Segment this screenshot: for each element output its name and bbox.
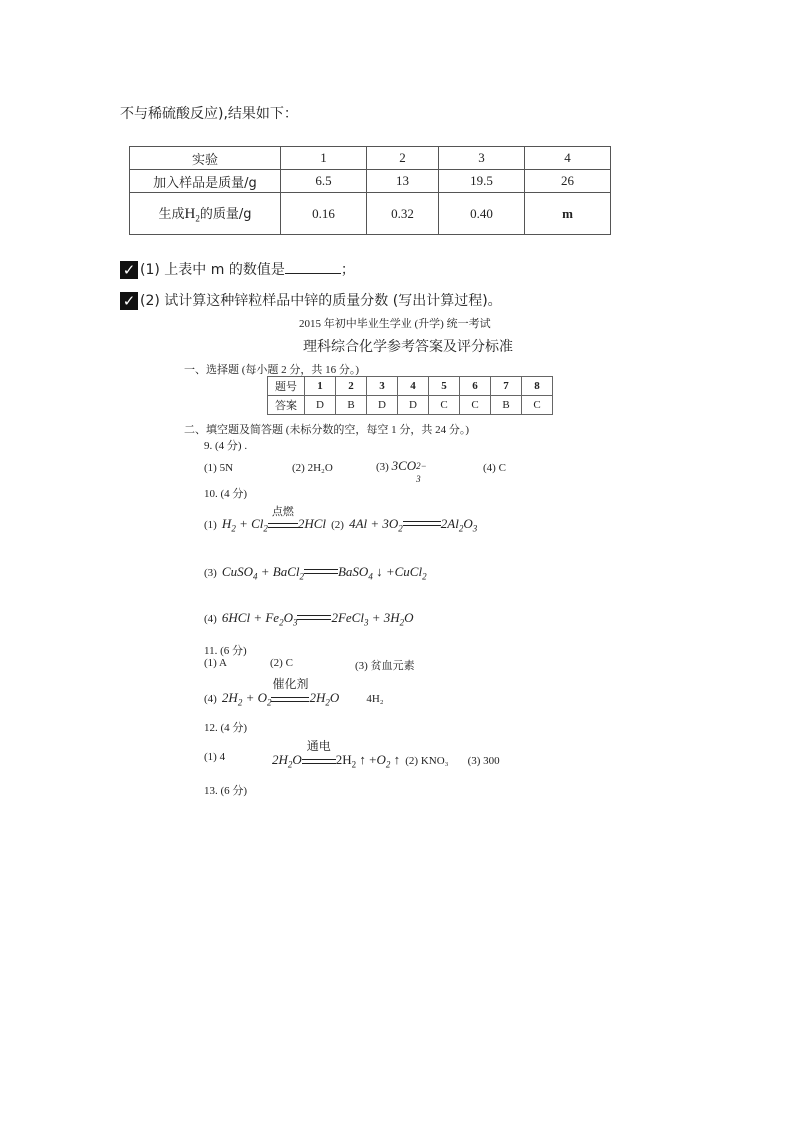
q11-4-extra: 4H₂ — [366, 693, 384, 705]
table-cell: 6.5 — [281, 170, 367, 193]
table-header-cell: 1 — [281, 147, 367, 170]
q12-answer-2: (2) KNO₃ — [405, 755, 449, 767]
table-cell: C — [522, 396, 553, 415]
checkmark-icon: ✓ — [120, 261, 138, 279]
q10-1-prefix: (1) — [204, 519, 217, 531]
q10-eq-1: (1) $H_2 + Cl_2$ 点燃 2HCl (2) $4Al + 3O_2$ $2Al_2O_3$ — [204, 513, 477, 534]
row-label: 答案 — [268, 396, 305, 415]
table-cell: 6 — [460, 377, 491, 396]
q9-a3-prefix: (3) — [376, 461, 389, 473]
table-cell: C — [460, 396, 491, 415]
table-header-cell: 2 — [367, 147, 439, 170]
table-cell: D — [367, 396, 398, 415]
table-cell: B — [336, 396, 367, 415]
reaction-condition: 点燃 — [271, 506, 294, 518]
carbonate-charge: 2− — [416, 461, 427, 471]
table-row — [268, 377, 553, 396]
reaction-condition: 催化剂 — [272, 677, 309, 691]
q12-label: 12. (4 分) — [204, 722, 248, 734]
q9-answer-1: (1) 5N — [204, 462, 234, 474]
table-cell: 1 — [305, 377, 336, 396]
table-cell: 5 — [429, 377, 460, 396]
table-cell: 0.32 — [367, 193, 439, 235]
table-cell: 8 — [522, 377, 553, 396]
table-cell: 3 — [367, 377, 398, 396]
table-header-cell: 4 — [525, 147, 611, 170]
choice-answer-table — [267, 376, 553, 415]
h2-label-pre: 生成 — [158, 207, 185, 223]
q10-eq-4: (4) $6HCl + Fe_2O_3$ 2FeCl$_3$ + $3H_2O$ — [204, 610, 414, 628]
table-cell: 19.5 — [439, 170, 525, 193]
h2-label-post: 的质量/g — [199, 207, 252, 223]
q10-2-prefix: (2) — [331, 519, 344, 531]
table-row — [268, 396, 553, 415]
table-cell: 7 — [491, 377, 522, 396]
table-cell: D — [398, 396, 429, 415]
carbonate-sub: 3 — [416, 474, 421, 484]
table-cell: 26 — [525, 170, 611, 193]
table-row — [130, 170, 611, 193]
answer-key-subtitle: 理科综合化学参考答案及评分标准 — [303, 340, 513, 355]
q11-answer-2: (2) C — [270, 657, 293, 669]
q2-text: (2) 试计算这种锌粒样品中锌的质量分数 (写出计算过程)。 — [140, 293, 502, 309]
table-row — [130, 193, 611, 235]
q10-label: 10. (4 分) — [204, 488, 248, 500]
table-row — [130, 147, 611, 170]
q9-answer-3 — [376, 458, 428, 484]
h2-label-sub: 2 — [195, 213, 200, 224]
table-cell: B — [491, 396, 522, 415]
q10-4-prefix: (4) — [204, 613, 217, 625]
q11-answer-1: (1) A — [204, 657, 227, 669]
reaction-condition: 通电 — [306, 739, 331, 753]
carbonate-base: 3CO — [391, 458, 417, 473]
section-1-heading: 一、选择题 (每小题 2 分，共 16 分。) — [184, 364, 360, 376]
question-2 — [120, 290, 502, 310]
q1-end: ； — [340, 262, 355, 278]
intro-text: 不与稀硫酸反应),结果如下： — [120, 106, 298, 122]
table-cell: 4 — [398, 377, 429, 396]
checkmark-icon: ✓ — [120, 292, 138, 310]
table-cell: 2 — [336, 377, 367, 396]
q11-4-prefix: (4) — [204, 693, 217, 705]
q10-eq-3: (3) CuSO$_4$ + BaCl$_2$ BaSO$_4$ ↓ +CuCl$_2$ — [204, 564, 427, 582]
table-cell: 0.40 — [439, 193, 525, 235]
table-cell: m — [525, 193, 611, 235]
h2-label-h: H — [184, 206, 196, 223]
q13-label: 13. (6 分) — [204, 785, 248, 797]
exam-title: 2015 年初中毕业生学业 (升学) 统一考试 — [299, 318, 491, 330]
section-2-heading: 二、填空题及简答题 (未标分数的空，每空 1 分，共 24 分。) — [184, 424, 470, 436]
table-header-cell: 实验 — [130, 147, 281, 170]
q11-answer-3: (3) 贫血元素 — [355, 660, 415, 672]
q9-answer-2: (2) 2H₂O — [292, 462, 333, 474]
q11-label: 11. (6 分) — [204, 645, 247, 657]
row-label: 题号 — [268, 377, 305, 396]
table-header-cell: 3 — [439, 147, 525, 170]
q1-text: (1) 上表中 m 的数值是 — [140, 262, 285, 278]
q12-answer-1: (1) 4 — [204, 751, 226, 763]
q12-answer-3: (3) 300 — [467, 755, 500, 767]
experiment-table — [129, 146, 611, 235]
row-label: 加入样品是质量/g — [130, 170, 281, 193]
table-cell: D — [305, 396, 336, 415]
answer-blank — [285, 259, 341, 274]
table-cell: 13 — [367, 170, 439, 193]
q11-eq-4: (4) $2H_2 + O_2$ 催化剂 $2H_2O$ 4H₂ — [204, 677, 384, 708]
q12-eq: $2H_2O$ 通电 $2H_2$ ↑ $+O_2$ ↑ (2) KNO₃ (3) 300 — [272, 739, 500, 770]
table-cell: C — [429, 396, 460, 415]
q10-3-prefix: (3) — [204, 567, 217, 579]
row-label — [130, 193, 281, 235]
q9-label: 9. (4 分) . — [204, 440, 248, 452]
q9-answer-4: (4) C — [483, 462, 506, 474]
carbonate-formula — [391, 458, 429, 484]
table-cell: 0.16 — [281, 193, 367, 235]
question-1 — [120, 259, 355, 279]
